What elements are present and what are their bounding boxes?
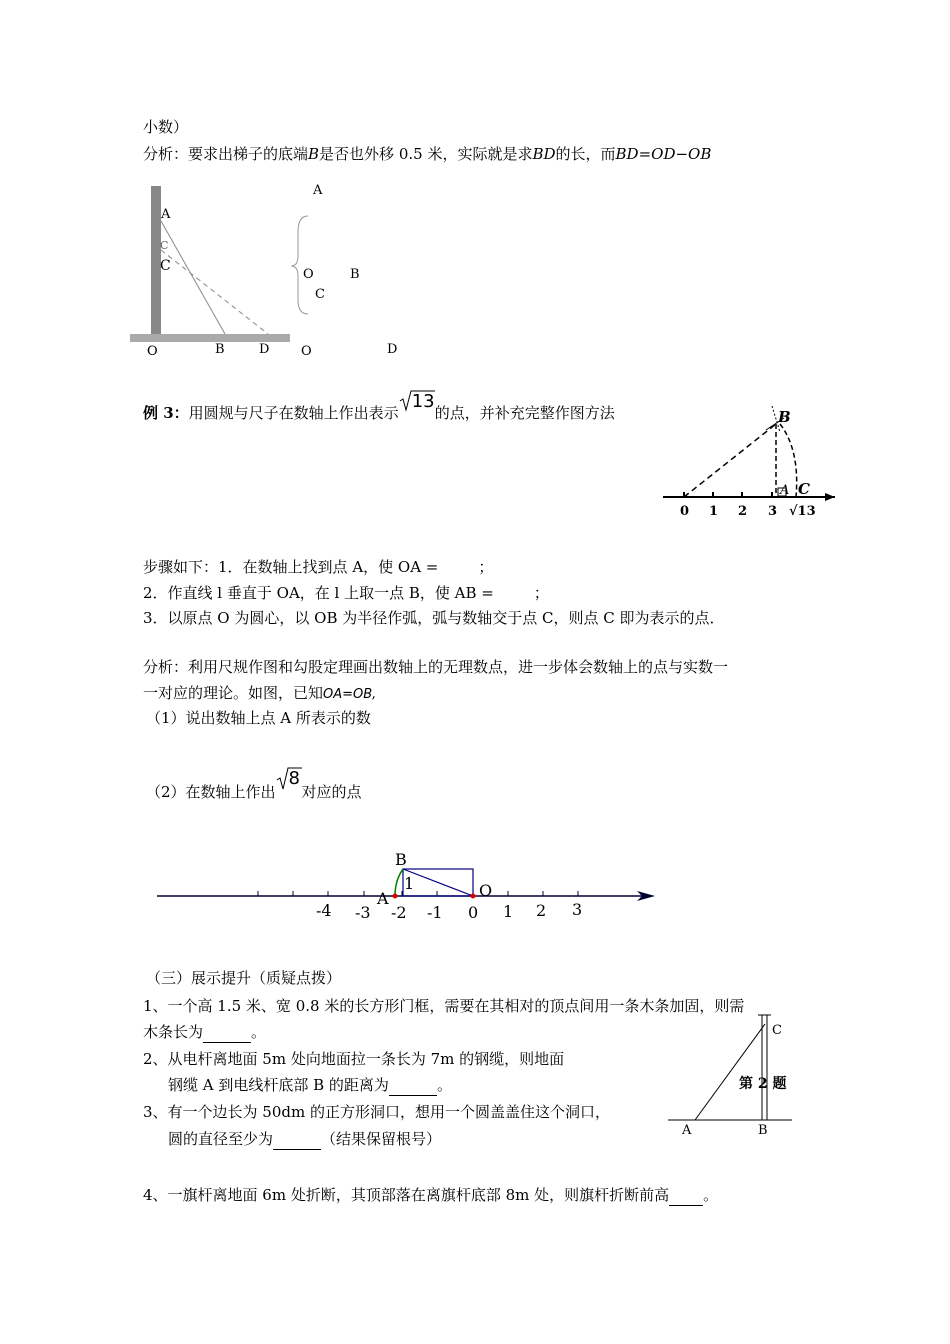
ladder-label-b: B [215, 342, 225, 357]
example-3-label: 例 3： [143, 404, 189, 422]
section-3-heading: （三）展示提升（质疑点拨） [146, 969, 342, 987]
brace-label-o: O [303, 267, 314, 282]
fig-tick-1: 1 [709, 504, 719, 519]
nl-tick-3: 3 [572, 900, 583, 919]
step-1-end: ； [478, 558, 494, 576]
analysis-2-line2-prefix: 一对应的理论。如图，已知 [143, 684, 324, 702]
cable-ac [695, 1024, 765, 1120]
analysis-mid: 是否也外移 0.5 米，实际就是求 [319, 145, 533, 163]
segment-bd: BD [532, 145, 556, 163]
question-2-prefix: （2）在数轴上作出 [146, 783, 276, 801]
fig-tick-2: 2 [738, 504, 748, 519]
analysis-mid2: 的长，而 [555, 145, 616, 163]
nl-tick-1: 1 [503, 902, 514, 921]
ladder-label-d: D [259, 342, 270, 357]
nl-tick-0: 0 [468, 903, 479, 922]
nl-tick--3: -3 [355, 903, 371, 922]
pole-label-a: A [682, 1123, 692, 1138]
pole-figure-title: 第 2 题 [739, 1076, 787, 1092]
fig-tick-3: 3 [768, 504, 778, 519]
nl-label-o: O [479, 881, 493, 900]
problem-1-prefix: 木条长为 [143, 1023, 204, 1041]
problem-4-end: 。 [703, 1186, 719, 1204]
formula-bd: BD=OD−OB [615, 145, 712, 163]
brace-label-o2: O [301, 344, 312, 359]
analysis-2-line1: 分析：利用尺规作图和勾股定理画出数轴上的无理数点，进一步体会数轴上的点与实数一 [143, 658, 729, 676]
step-2-text: 2．作直线 l 垂直于 OA，在 l 上取一点 B，使 AB = [143, 584, 494, 602]
problem-4-text: 4、一旗杆离地面 6m 处折断，其顶部落在离旗杆底部 8m 处，则旗杆折断前高 [143, 1186, 670, 1204]
ladder-label-c: C [160, 258, 171, 274]
step-1-text: 步骤如下：1．在数轴上找到点 A，使 OA = [143, 558, 439, 576]
nl-label-b: B [395, 850, 407, 869]
problem-1-end: 。 [251, 1023, 267, 1041]
example-3-text2: 的点，并补充完整作图方法 [434, 404, 615, 422]
sqrt-8-radicand: 8 [288, 768, 300, 789]
problem-2-prefix: 钢缆 A 到电线杆底部 B 的距离为 [168, 1076, 389, 1094]
point-b: B [308, 145, 320, 163]
ladder-label-c-small: C [160, 239, 169, 252]
fig-label-a: A [780, 483, 790, 498]
fig-label-c: C [798, 480, 810, 498]
problem-1-line1: 1、一个高 1.5 米、宽 0.8 米的长方形门框，需要在其相对的顶点间用一条木条加固，则需 [143, 997, 745, 1015]
brace-label-a: A [313, 183, 323, 198]
question-2-suffix: 对应的点 [301, 783, 362, 801]
nl-tick--2: -2 [391, 903, 407, 922]
problem-3-line1: 3、有一个边长为 50dm 的正方形洞口，想用一个圆盖盖住这个洞口， [143, 1103, 610, 1121]
ladder-label-a: A [161, 207, 171, 222]
sqrt-13-radicand: 13 [411, 391, 435, 412]
problem-3-prefix: 圆的直径至少为 [168, 1130, 274, 1148]
brace-label-c: C [315, 287, 325, 302]
problem-2-end: 。 [436, 1076, 452, 1094]
nl-tick-2: 2 [536, 901, 547, 920]
ladder-label-o: O [147, 344, 158, 359]
nl-label-1: 1 [404, 874, 415, 893]
brace-label-d: D [387, 342, 398, 357]
pole-label-b: B [758, 1123, 768, 1138]
nl-tick--4: -4 [316, 901, 332, 920]
example-3-text1: 用圆规与尺子在数轴上作出表示 [188, 404, 399, 422]
fig-tick-sqrt13: √13 [789, 504, 816, 519]
fig-tick-0: 0 [680, 504, 690, 519]
step-3: 3．以原点 O 为圆心，以 OB 为半径作弧，弧与数轴交于点 C，则点 C 即为表示的点． [143, 609, 725, 627]
question-1: （1）说出数轴上点 A 所表示的数 [146, 709, 371, 727]
analysis-2-formula: OA=OB, [323, 687, 377, 702]
pole-label-c: C [772, 1023, 782, 1038]
brace-label-b: B [350, 267, 360, 282]
fig-label-b: B [778, 408, 791, 426]
problem-3-end: （结果保留根号） [321, 1130, 442, 1148]
nl-tick--1: -1 [427, 903, 443, 922]
nl-label-a: A [377, 889, 389, 908]
text-continuation: 小数） [143, 118, 189, 136]
step-2-end: ； [533, 584, 549, 602]
analysis-prefix: 分析：要求出梯子的底端 [143, 145, 309, 163]
problem-2-line1: 2、从电杆离地面 5m 处向地面拉一条长为 7m 的钢缆，则地面 [143, 1050, 565, 1068]
